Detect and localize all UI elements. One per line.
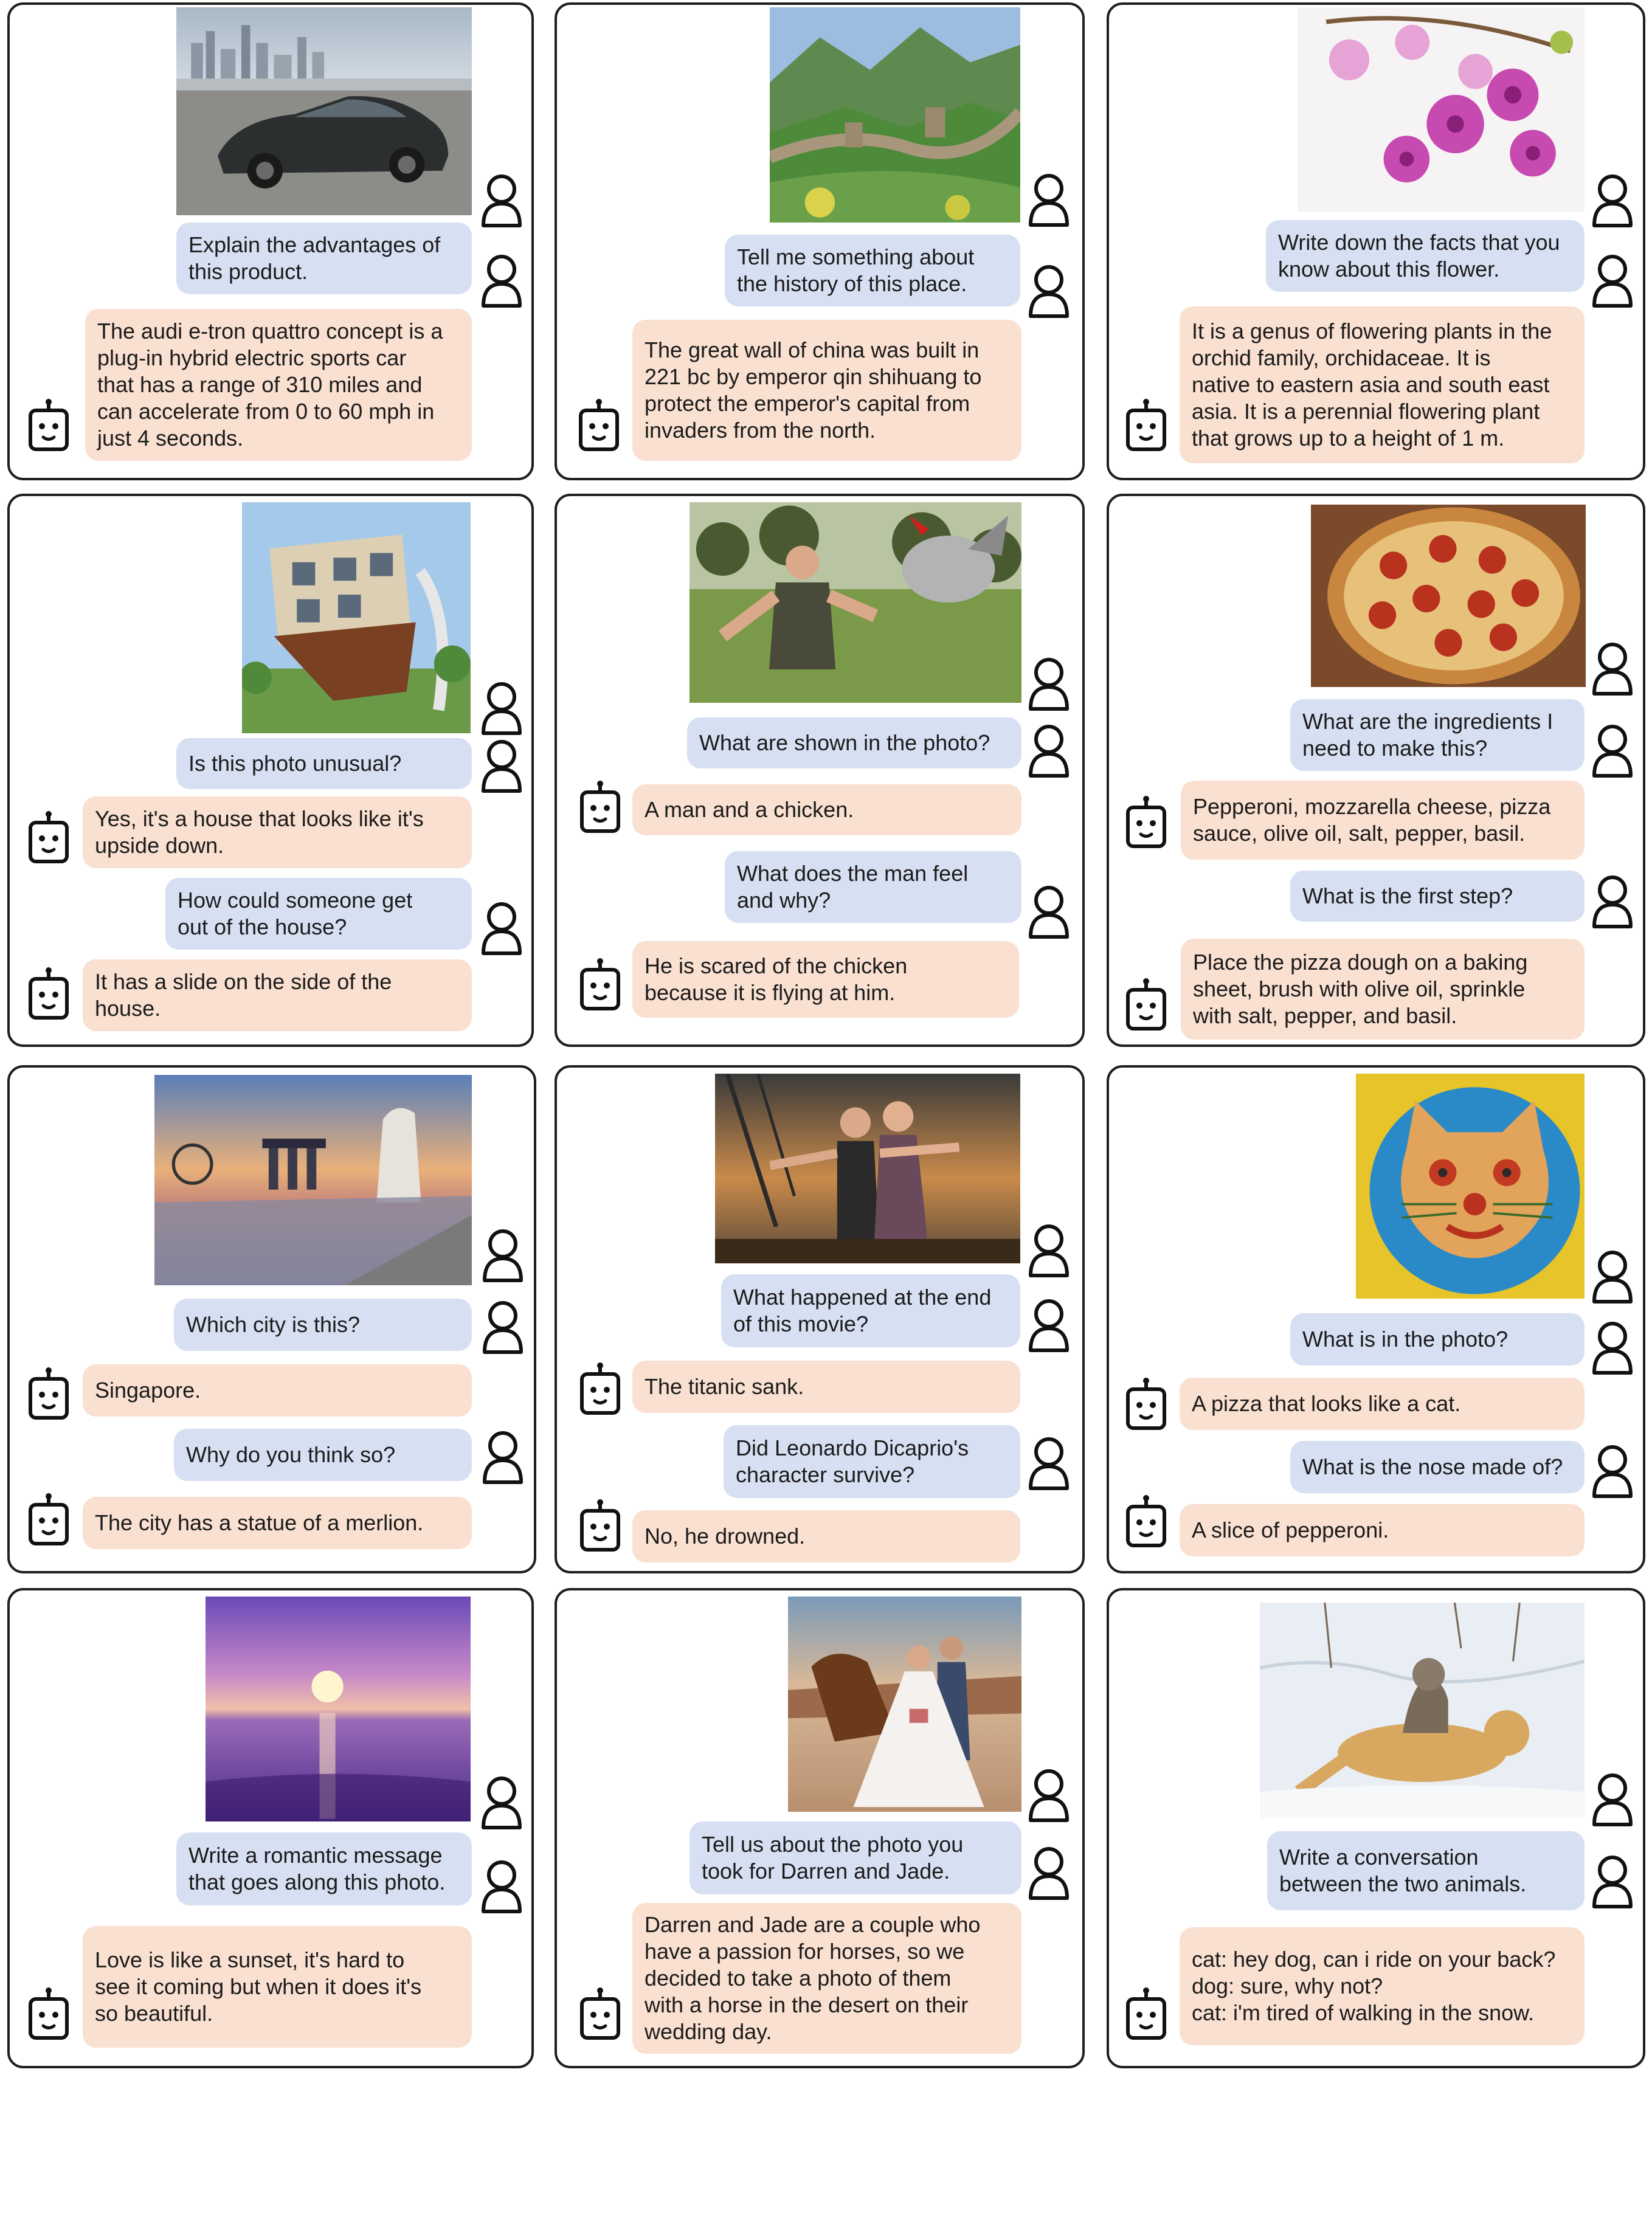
bot-message: The great wall of china was built in 221 bc by emperor qin shihuang to protect the emperor's capital from invaders from the north. (632, 320, 1021, 461)
robot-avatar-icon (27, 1987, 70, 2042)
user-message: What does the man feel and why? (725, 851, 1021, 923)
user-avatar-icon (1028, 657, 1070, 711)
photo-sunset (206, 1597, 471, 1821)
photo-pepperoni-pizza (1311, 505, 1586, 687)
user-message: Did Leonardo Dicaprio's character survive? (724, 1425, 1020, 1498)
user-avatar-icon (480, 681, 523, 736)
photo-singapore (154, 1075, 472, 1285)
user-avatar-icon (480, 1775, 523, 1830)
user-avatar-icon (1028, 1768, 1070, 1823)
robot-avatar-icon (579, 1499, 621, 1553)
user-message: Which city is this? (174, 1299, 472, 1351)
user-message: What is the nose made of? (1290, 1441, 1585, 1493)
bot-message: Darren and Jade are a couple who have a passion for horses, so we decided to take a photo of them with a horse in the desert on their wedding day. (632, 1903, 1021, 2054)
bot-message: He is scared of the chicken because it is flying at him. (632, 941, 1019, 1018)
bot-message: Love is like a sunset, it's hard to see it coming but when it does it's so beautiful. (83, 1926, 472, 2048)
robot-avatar-icon (579, 958, 621, 1012)
photo-man-chicken (689, 502, 1021, 703)
user-avatar-icon (480, 1859, 523, 1914)
user-avatar-icon (1591, 723, 1634, 778)
user-avatar-icon (482, 1228, 524, 1283)
robot-avatar-icon (1125, 795, 1167, 850)
user-avatar-icon (1591, 173, 1634, 228)
user-avatar-icon (1591, 1444, 1634, 1499)
photo-upside-down-house (242, 502, 471, 733)
bot-message: The audi e-tron quattro concept is a plug-in hybrid electric sports car that has a range of 310 miles and can accelerate from 0 to 60 mph in just 4 seconds. (85, 309, 472, 461)
user-avatar-icon (1028, 1436, 1070, 1491)
user-message: Write down the facts that you know about this flower. (1266, 220, 1585, 292)
user-avatar-icon (1591, 641, 1634, 696)
user-avatar-icon (1028, 173, 1070, 227)
bot-message: It is a genus of flowering plants in the orchid family, orchidaceae. It is native to eastern asia and south east asia. It is a perennial flowering plant that grows up to a height of 1 m. (1180, 306, 1585, 463)
user-avatar-icon (1028, 723, 1070, 778)
photo-titanic (715, 1074, 1020, 1263)
user-avatar-icon (1591, 1321, 1634, 1375)
robot-avatar-icon (579, 1987, 621, 2042)
bot-message: A pizza that looks like a cat. (1180, 1378, 1585, 1430)
bot-message: It has a slide on the side of the house. (83, 959, 472, 1031)
robot-avatar-icon (1125, 398, 1167, 453)
user-message: What are shown in the photo? (687, 717, 1021, 768)
robot-avatar-icon (578, 398, 620, 453)
bot-message: Yes, it's a house that looks like it's upside down. (83, 796, 472, 868)
robot-avatar-icon (1125, 1377, 1167, 1432)
user-avatar-icon (1591, 874, 1634, 929)
photo-orchid (1298, 7, 1585, 212)
user-avatar-icon (480, 173, 523, 228)
user-message: Write a romantic message that goes along this photo. (176, 1832, 472, 1905)
bot-message: No, he drowned. (632, 1510, 1020, 1562)
user-avatar-icon (1591, 254, 1634, 308)
user-message: What are the ingredients I need to make this? (1290, 699, 1585, 771)
robot-avatar-icon (27, 398, 70, 453)
user-message: What happened at the end of this movie? (721, 1274, 1020, 1347)
user-avatar-icon (1028, 1846, 1070, 1901)
robot-avatar-icon (1125, 1987, 1167, 2042)
robot-avatar-icon (27, 967, 70, 1021)
user-message: What is in the photo? (1290, 1313, 1585, 1366)
photo-cat-pizza (1356, 1074, 1585, 1299)
user-avatar-icon (482, 1430, 524, 1485)
robot-avatar-icon (579, 1362, 621, 1417)
user-message: What is the first step? (1290, 871, 1585, 922)
user-message: Write a conversation between the two animals. (1267, 1831, 1585, 1910)
user-avatar-icon (480, 254, 523, 308)
robot-avatar-icon (579, 780, 621, 835)
bot-message: The city has a statue of a merlion. (83, 1497, 472, 1549)
photo-wedding-horse (788, 1597, 1021, 1812)
user-avatar-icon (1028, 1223, 1070, 1278)
user-avatar-icon (1028, 264, 1070, 319)
user-avatar-icon (1591, 1854, 1634, 1909)
robot-avatar-icon (27, 1367, 70, 1421)
user-message: Tell us about the photo you took for Darren and Jade. (689, 1821, 1021, 1894)
robot-avatar-icon (1125, 1494, 1167, 1549)
user-message: How could someone get out of the house? (165, 878, 472, 950)
robot-avatar-icon (27, 810, 70, 865)
bot-message: cat: hey dog, can i ride on your back? dog: sure, why not? cat: i'm tired of walking in the snow. (1180, 1927, 1585, 2045)
user-message: Tell me something about the history of this place. (725, 235, 1020, 306)
user-message: Is this photo unusual? (176, 738, 472, 789)
bot-message: A slice of pepperoni. (1180, 1504, 1585, 1556)
user-avatar-icon (1591, 1249, 1634, 1304)
user-avatar-icon (1028, 885, 1070, 939)
bot-message: The titanic sank. (632, 1361, 1020, 1413)
user-message: Explain the advantages of this product. (176, 223, 472, 294)
photo-cat-dog-snow (1260, 1603, 1585, 1818)
user-avatar-icon (482, 1300, 524, 1355)
robot-avatar-icon (1125, 978, 1167, 1032)
robot-avatar-icon (27, 1493, 70, 1547)
bot-message: Pepperoni, mozzarella cheese, pizza sauce, olive oil, salt, pepper, basil. (1181, 781, 1585, 860)
photo-great-wall (770, 7, 1020, 223)
bot-message: Singapore. (83, 1364, 472, 1417)
user-avatar-icon (480, 739, 523, 793)
bot-message: A man and a chicken. (632, 784, 1021, 835)
photo-car (176, 7, 472, 215)
bot-message: Place the pizza dough on a baking sheet, brush with olive oil, sprinkle with salt, pepper, and basil. (1181, 939, 1585, 1040)
user-avatar-icon (1028, 1298, 1070, 1353)
user-avatar-icon (480, 901, 523, 956)
user-message: Why do you think so? (174, 1429, 472, 1481)
user-avatar-icon (1591, 1772, 1634, 1827)
